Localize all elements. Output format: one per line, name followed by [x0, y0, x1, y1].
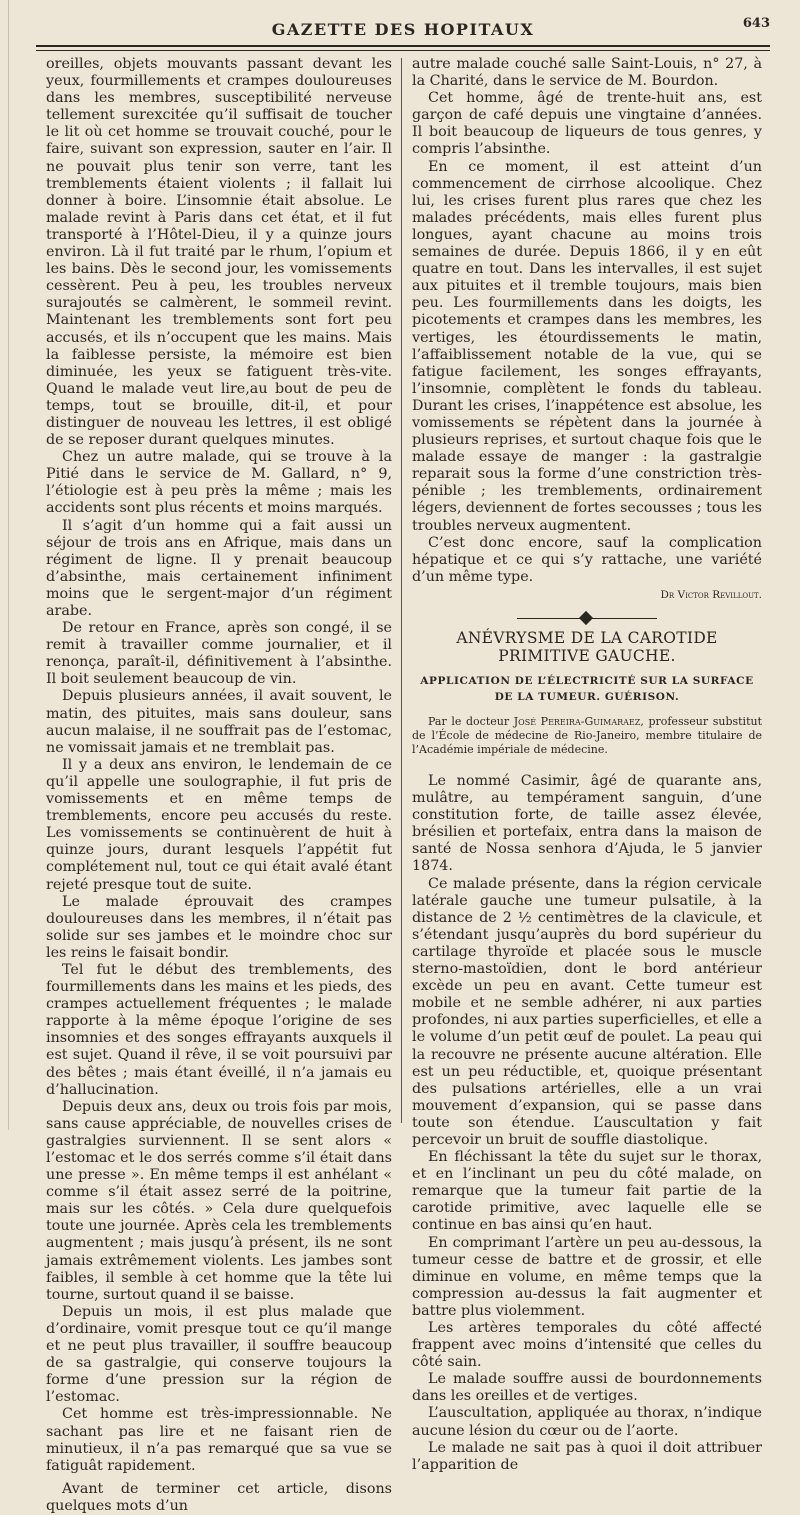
header-rule-thick — [36, 45, 770, 47]
paragraph: Les artères temporales du côté affecté frappent avec moins d’intensité que celles du côté sain. — [412, 1320, 762, 1371]
page-header — [36, 14, 770, 44]
paragraph: Il y a deux ans environ, le lendemain de ce qu’il appelle une soulographie, il fut pris de vomissements et en même temps de tremblements, encore peu accusés du reste. Les vomissements se continuèrent de huit à quinze jours, durant lesquels l’appétit fut complétement nul, tout ce qui était avalé étant rejeté presque tout de suite. — [46, 756, 392, 893]
paragraph: Le nommé Casimir, âgé de quarante ans, mulâtre, au tempérament sanguin, d’une constitution forte, de taille assez élevée, brésilien et portefaix, entra dans la maison de santé de Nossa senhora d’Ajuda, le 5 janvier 1874. — [412, 773, 762, 875]
journal-title: GAZETTE DES HOPITAUX — [271, 20, 535, 39]
column-divider — [401, 58, 402, 1123]
paragraph: Il s’agit d’un homme qui a fait aussi un séjour de trois ans en Afrique, mais dans un régiment de ligne. Il y prenait beaucoup d’absinthe, mais certainement infiniment moins que le sergent-major d’un régiment arabe. — [46, 517, 392, 619]
paragraph: Le malade éprouvait des crampes douloureuses dans les membres, il n’était pas solide sur ses jambes et le moindre choc sur les reins le faisait bondir. — [46, 893, 392, 961]
byline-affiliation: , professeur substitut de l’École de médecine de Rio-Janeiro, membre titulaire de l’Académie impériale de médecine. — [412, 715, 762, 756]
paragraph: Le malade ne sait pas à quoi il doit attribuer l’apparition de — [412, 1439, 762, 1473]
paragraph: C’est donc encore, sauf la complication hépatique et ce qui s’y rattache, une variété d’un même type. — [412, 534, 762, 585]
paragraph: L’auscultation, appliquée au thorax, n’indique aucune lésion du cœur ou de l’aorte. — [412, 1405, 762, 1439]
header-rule-thin — [36, 50, 770, 51]
section-separator — [517, 618, 657, 619]
separator-ornament — [579, 611, 593, 625]
paragraph: Cet homme, âgé de trente-huit ans, est garçon de café depuis une vingtaine d’années. Il boit beaucoup de liqueurs de tous genres, y compris l’absinthe. — [412, 90, 762, 158]
paragraph: Depuis deux ans, deux ou trois fois par mois, sans cause appréciable, de nouvelles crises de gastralgies surviennent. Il se sent alors « l’estomac et le dos serrés comme s’il était dans une presse ». En même temps il est anhélant « comme s’il était assez serré de la poitrine, mais sur les côtés. » Cela dure quelquefois toute une journée. Après cela les tremblements augmentent ; mais jusqu’à présent, ils ne sont jamais extrêmement violents. Les jambes sont faibles, il semble à cet homme que la tête lui tourne, surtout quand il se baisse. — [46, 1098, 392, 1303]
paragraph: En ce moment, il est atteint d’un commencement de cirrhose alcoolique. Chez lui, les crises furent plus rares que chez les malades précédents, mais elles furent plus longues, ayant chacune au moins trois semaines de durée. Depuis 1866, il y en eût quatre en tout. Dans les intervalles, il est sujet aux pituites et il tremble toujours, mais bien peu. Les fourmillements dans les doigts, les picotements et crampes dans les membres, les vertiges, les étourdissements le matin, l’affaiblissement notable de la vue, qui se fatigue facilement, les songes effrayants, l’insomnie, complètent le fonds du tableau. Durant les crises, l’inappétence est absolue, les vomissements se répètent dans la journée à plusieurs reprises, et surtout chaque fois que le malade essaye de manger : la gastralgie reparait sous la forme d’une constriction très-pénible ; les tremblements, ordinairement légers, deviennent de fortes secousses ; tous les troubles nerveux augmentent. — [412, 158, 762, 534]
paragraph: autre malade couché salle Saint-Louis, n° 27, à la Charité, dans le service de M. Bourdon. — [412, 56, 762, 90]
author-signature: Dr Victor Revillout. — [660, 588, 762, 601]
paragraph: Ce malade présente, dans la région cervicale latérale gauche une tumeur pulsatile, à la distance de 2 ½ centimètres de la clavicule, et s’étendant jusqu’auprès du bord supérieur du cartilage thyroïde et placée sous le muscle sterno-mastoïdien, dont le bord antérieur excède un peu en avant. Cette tumeur est mobile et ne semble adhérer, ni aux parties profondes, ni aux parties superficielles, et elle a le volume d’un petit œuf de poulet. La peau qui la recouvre ne présente aucune altération. Elle est un peu réductible, et, quoique présentant des pulsations artérielles, elle a un vrai mouvement d’expansion, qui se passe dans toute son étendue. L’auscultation y fait percevoir un bruit de souffle diastolique. — [412, 875, 762, 1148]
page-edge-line — [8, 0, 9, 1130]
left-column — [46, 56, 392, 1515]
paragraph: En comprimant l’artère un peu au-dessous, la tumeur cesse de battre et de grossir, et elle diminue en volume, en même temps que la compression au-dessus la fait augmenter et battre plus violemment. — [412, 1234, 762, 1319]
paragraph: Tel fut le début des tremblements, des fourmillements dans les mains et les pieds, des crampes actuellement fréquentes ; le malade rapporte à la même époque l’origine de ses insomnies et des songes effrayants auxquels il est sujet. Quand il rêve, il se voit poursuivi par des bêtes ; mais étant éveillé, il n’a jamais eu d’hallucination. — [46, 961, 392, 1098]
paragraph: Depuis un mois, il est plus malade que d’ordinaire, vomit presque tout ce qu’il mange et ne peut plus travailler, il souffre beaucoup de sa gastralgie, qui conserve toujours la forme d’une pression sur la région de l’estomac. — [46, 1303, 392, 1406]
paragraph: Cet homme est très-impressionnable. Ne sachant pas lire et ne faisant rien de minutieux, il n’a pas remarqué que sa vue se fatiguât rapidement. — [46, 1406, 392, 1474]
paragraph: oreilles, objets mouvants passant devant les yeux, fourmillements et crampes douloureuses dans les membres, susceptibilité nerveuse tellement surexcitée qu’il suffisait de toucher le lit où cet homme se trouvait couché, pour le faire, suivant son expression, sauter en l’air. Il ne pouvait plus tenir son verre, tant les tremblements étaient violents ; il fallait lui donner à boire. L’insomnie était absolue. Le malade revint à Paris dans cet état, et il fut transporté à l’Hôtel-Dieu, il y a quinze jours environ. Là il fut traité par le rhum, l’opium et les bains. Dès le second jour, les vomissements cessèrent. Peu à peu, les troubles nerveux surajoutés se calmèrent, le sommeil revint. Maintenant les tremblements sont fort peu accusés, et ils n’occupent que les mains. Mais la faiblesse persiste, la mémoire est bien diminuée, les yeux se fatiguent très-vite. Quand le malade veut lire,au bout de peu de temps, tout se brouille, dit-il, et pour distinguer de nouveau les lettres, il est obligé de se reposer durant quelques minutes. — [46, 56, 392, 449]
paragraph: Depuis plusieurs années, il avait souvent, le matin, des pituites, mais sans douleur, sans aucun malaise, il ne souffrait pas de l’estomac, ne vomissait jamais et ne tremblait pas. — [46, 688, 392, 756]
right-column — [412, 56, 762, 1474]
paragraph: En fléchissant la tête du sujet sur le thorax, et en l’inclinant un peu du côté malade, on remarque que la tumeur fait partie de la carotide primitive, avec laquelle elle se continue en bas ainsi qu’en haut. — [412, 1149, 762, 1234]
paragraph: De retour en France, après son congé, il se remit à travailler comme journalier, et il renonça, paraît-il, définitivement à l’absinthe. Il boit seulement beaucoup de vin. — [46, 620, 392, 688]
article-subtitle: APPLICATION DE L’ÉLECTRICITÉ SUR LA SURFACE DE LA TUMEUR. GUÉRISON. — [420, 675, 754, 703]
paragraph: Chez un autre malade, qui se trouve à la Pitié dans le service de M. Gallard, n° 9, l’étiologie est à peu près la même ; mais les accidents sont plus récents et moins marqués. — [46, 449, 392, 517]
paragraph: Avant de terminer cet article, disons quelques mots d’un — [46, 1480, 392, 1514]
author-byline — [412, 715, 762, 757]
byline-prefix: Par le docteur — [428, 715, 514, 728]
paragraph: Le malade souffre aussi de bourdonnements dans les oreilles et de vertiges. — [412, 1371, 762, 1405]
author-name: José Pereira-Guimaraez — [513, 715, 641, 728]
article-title: ANÉVRYSME DE LA CAROTIDE PRIMITIVE GAUCHE. — [456, 629, 718, 665]
page-number: 643 — [742, 16, 770, 31]
